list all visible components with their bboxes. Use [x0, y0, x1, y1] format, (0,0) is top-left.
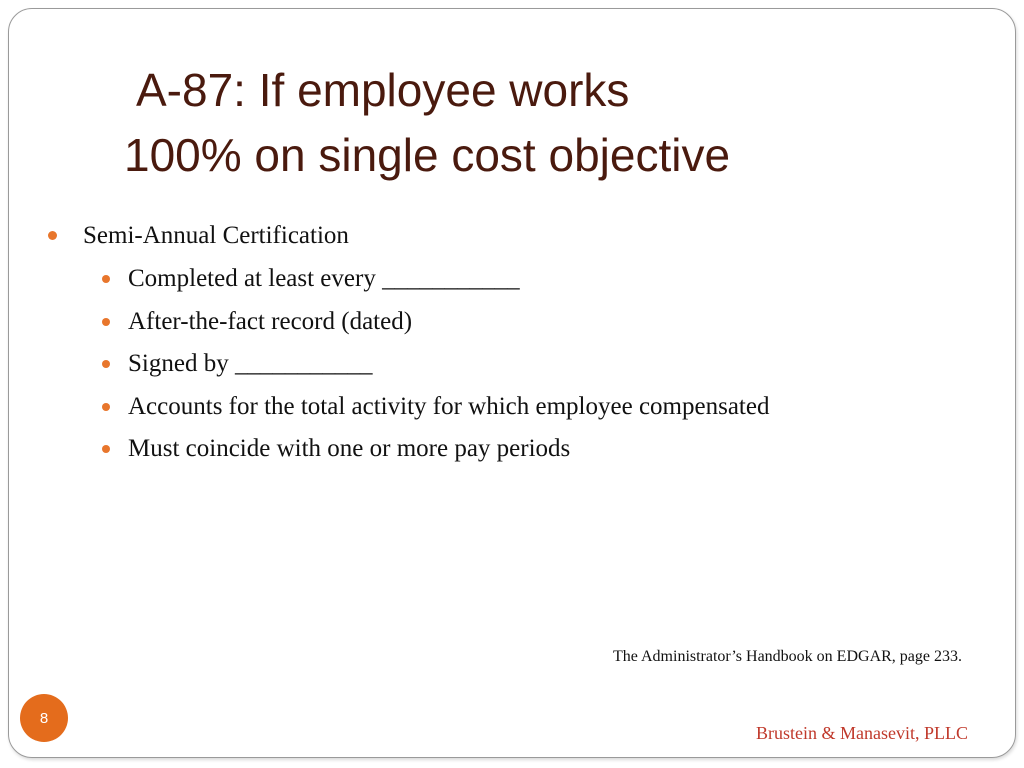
slide-title-line-2: 100% on single cost objective [124, 129, 731, 181]
page-number: 8 [39, 709, 49, 727]
bullet-item-level-2: Signed by ___________ [128, 350, 373, 377]
bullet-dot-icon [102, 360, 110, 368]
bullet-item-level-2: Must coincide with one or more pay periods [128, 435, 571, 462]
bullet-dot-icon [48, 231, 57, 240]
bullet-item-level-2: After-the-fact record (dated) [128, 308, 413, 335]
bullet-dot-icon [102, 275, 110, 283]
bullet-dot-icon [102, 445, 110, 453]
slide-title-line-1: A-87: If employee works [136, 64, 630, 116]
page-number-badge [20, 694, 68, 742]
bullet-item-level-2: Completed at least every ___________ [128, 265, 520, 292]
citation: The Administrator’s Handbook on EDGAR, page 233. [613, 648, 962, 665]
bullet-dot-icon [102, 403, 110, 411]
firm-name-footer: Brustein & Manasevit, PLLC [756, 723, 968, 743]
bullet-item-level-2: Accounts for the total activity for which employee compensated [128, 393, 770, 420]
bullet-dot-icon [102, 318, 110, 326]
bullet-item-level-1: Semi-Annual Certification [83, 222, 349, 249]
